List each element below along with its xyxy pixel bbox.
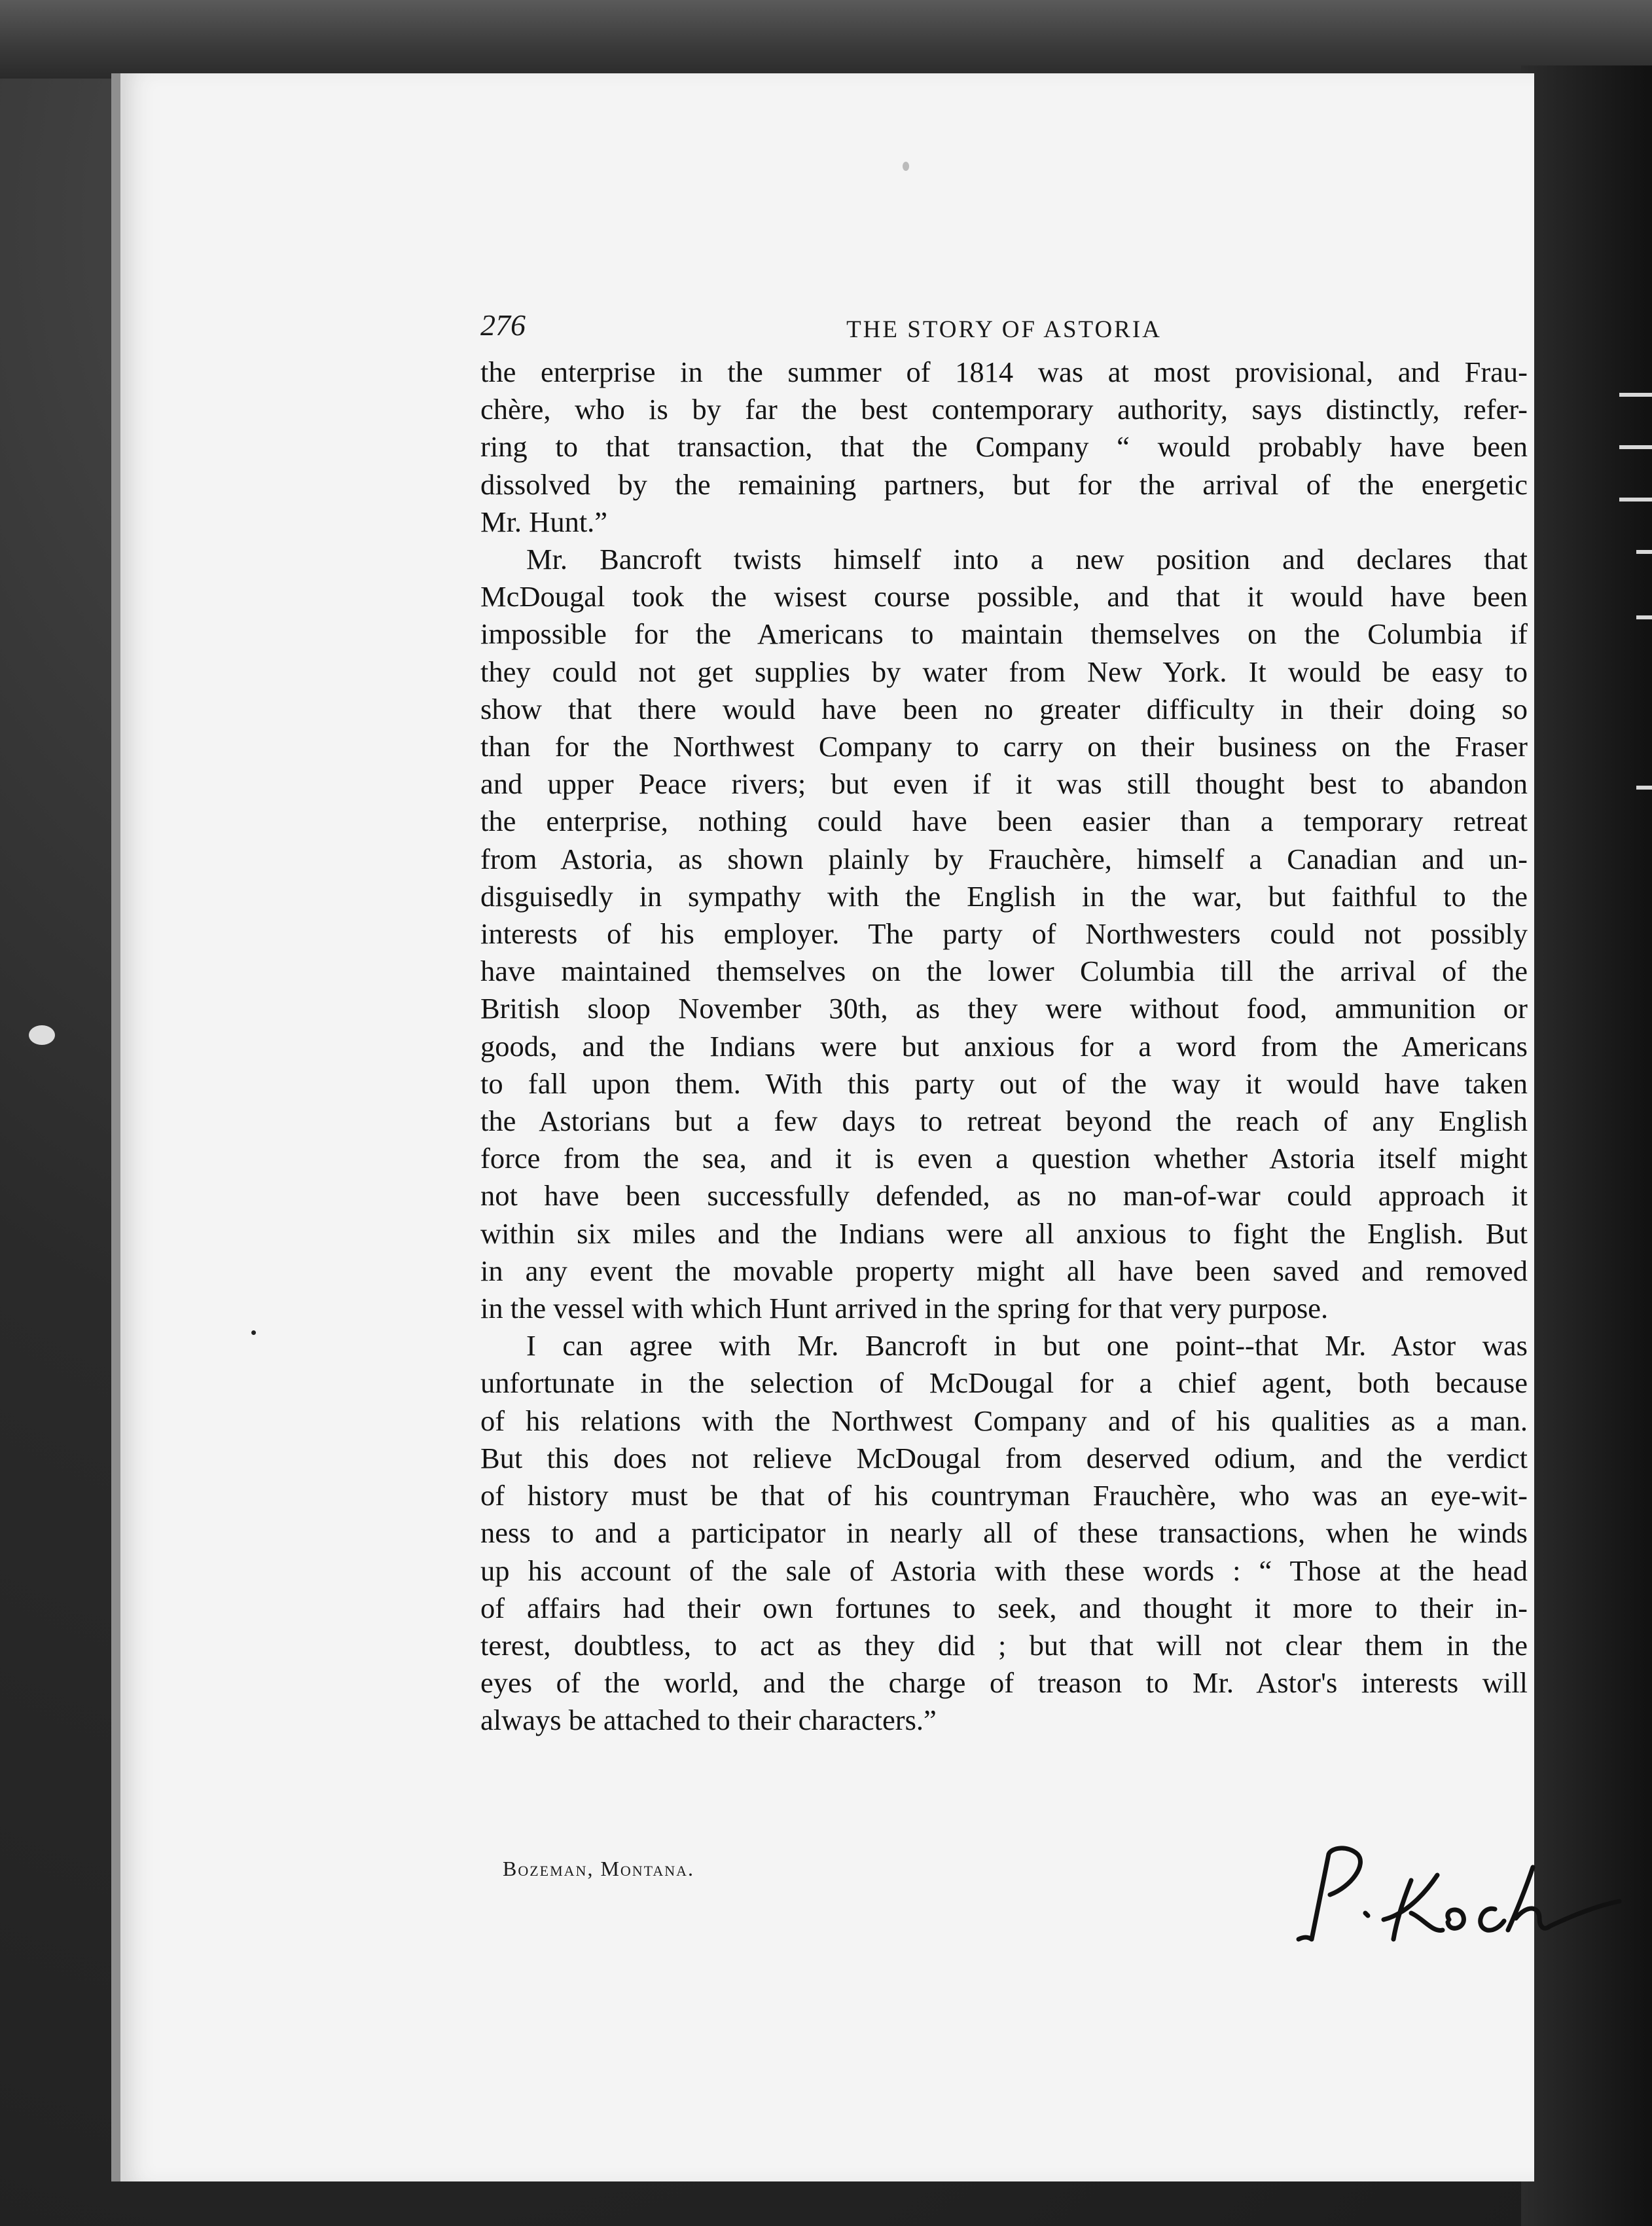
text-line: of his relations with the Northwest Company and of his qualities as a man. <box>480 1404 1528 1437</box>
paragraph-2 <box>480 541 1528 1327</box>
edge-mark <box>1619 445 1652 449</box>
paper-speck <box>903 162 909 171</box>
text-line: than for the Northwest Company to carry on their business on the Fraser <box>480 730 1528 763</box>
edge-mark <box>1636 786 1652 790</box>
text-line: the enterprise, nothing could have been easier than a temporary retreat <box>480 805 1528 838</box>
book-page <box>111 73 1534 2181</box>
text-line: Mr. Hunt.” <box>480 505 608 538</box>
text-line: eyes of the world, and the charge of treason to Mr. Astor's interests will <box>480 1666 1528 1700</box>
text-line: But this does not relieve McDougal from deserved odium, and the verdict <box>480 1441 1528 1474</box>
text-line: force from the sea, and it is even a question whether Astoria itself might <box>480 1142 1528 1175</box>
scan-binding-edge <box>0 0 1652 79</box>
text-line: interests of his employer. The party of Northwesters could not possibly <box>480 917 1528 951</box>
text-line: chère, who is by far the best contemporary authority, says distinctly, refer- <box>480 393 1528 426</box>
text-line: the Astorians but a few days to retreat beyond the reach of any English <box>480 1104 1528 1138</box>
text-line: dissolved by the remaining partners, but for the arrival of the energetic <box>480 467 1528 501</box>
text-line: ring to that transaction, that the Company “ would probably have been <box>480 430 1528 464</box>
text-line: up his account of the sale of Astoria with these words : “ Those at the head <box>480 1554 1528 1587</box>
text-line: British sloop November 30th, as they were without food, ammunition or <box>480 992 1528 1025</box>
paragraph-3 <box>480 1327 1528 1739</box>
text-line: the enterprise in the summer of 1814 was at most provisional, and Frau- <box>480 356 1528 388</box>
text-line: to fall upon them. With this party out of the way it would have taken <box>480 1067 1528 1100</box>
text-line: unfortunate in the selection of McDougal for a chief agent, both because <box>480 1366 1528 1400</box>
text-line: they could not get supplies by water from New York. It would be easy to <box>480 655 1528 688</box>
text-line: not have been successfully defended, as no man-of-war could approach it <box>480 1179 1528 1213</box>
page-content <box>480 301 1528 1740</box>
author-signature <box>1285 1841 1626 1946</box>
signature-drawing <box>1285 1841 1626 1946</box>
paragraph-1 <box>480 354 1528 541</box>
edge-mark <box>1636 615 1652 619</box>
paper-speck <box>251 1330 256 1335</box>
text-line: in the vessel with which Hunt arrived in the spring for that very purpose. <box>480 1292 1329 1325</box>
text-line: disguisedly in sympathy with the English in the war, but faithful to the <box>480 879 1528 913</box>
edge-mark <box>1636 550 1652 554</box>
running-title: THE STORY OF ASTORIA <box>846 316 1162 343</box>
scan-speck <box>29 1025 55 1045</box>
edge-mark <box>1619 498 1652 502</box>
text-line: from Astoria, as shown plainly by Frauchère, himself a Canadian and un- <box>480 842 1528 875</box>
edge-mark <box>1619 393 1652 397</box>
text-line: goods, and the Indians were but anxious for a word from the Americans <box>480 1029 1528 1063</box>
text-line: Mr. Bancroft twists himself into a new position and declares that <box>526 543 1528 576</box>
text-line: in any event the movable property might all have been saved and removed <box>480 1254 1528 1287</box>
page-number: 276 <box>480 308 526 342</box>
text-line: within six miles and the Indians were all anxious to fight the English. But <box>480 1216 1528 1250</box>
body-text <box>480 354 1528 1740</box>
text-line: have maintained themselves on the lower Columbia till the arrival of the <box>480 955 1528 988</box>
text-line: of history must be that of his countryman Frauchère, who was an eye-wit- <box>480 1479 1528 1512</box>
text-line: terest, doubtless, to act as they did ; but that will not clear them in the <box>480 1628 1528 1662</box>
text-line: of affairs had their own fortunes to seek, and thought it more to their in- <box>480 1591 1528 1624</box>
text-line: and upper Peace rivers; but even if it was still thought best to abandon <box>480 767 1528 801</box>
place-line: Bozeman, Montana. <box>503 1857 695 1880</box>
text-line: impossible for the Americans to maintain themselves on the Columbia if <box>480 617 1528 651</box>
text-line: ness to and a participator in nearly all of these transactions, when he winds <box>480 1516 1528 1550</box>
running-head <box>480 301 1528 354</box>
text-line: show that there would have been no greater difficulty in their doing so <box>480 692 1528 725</box>
text-line: I can agree with Mr. Bancroft in but one point--that Mr. Astor was <box>526 1329 1528 1362</box>
text-line: McDougal took the wisest course possible, and that it would have been <box>480 580 1528 613</box>
text-line: always be attached to their characters.” <box>480 1704 937 1737</box>
